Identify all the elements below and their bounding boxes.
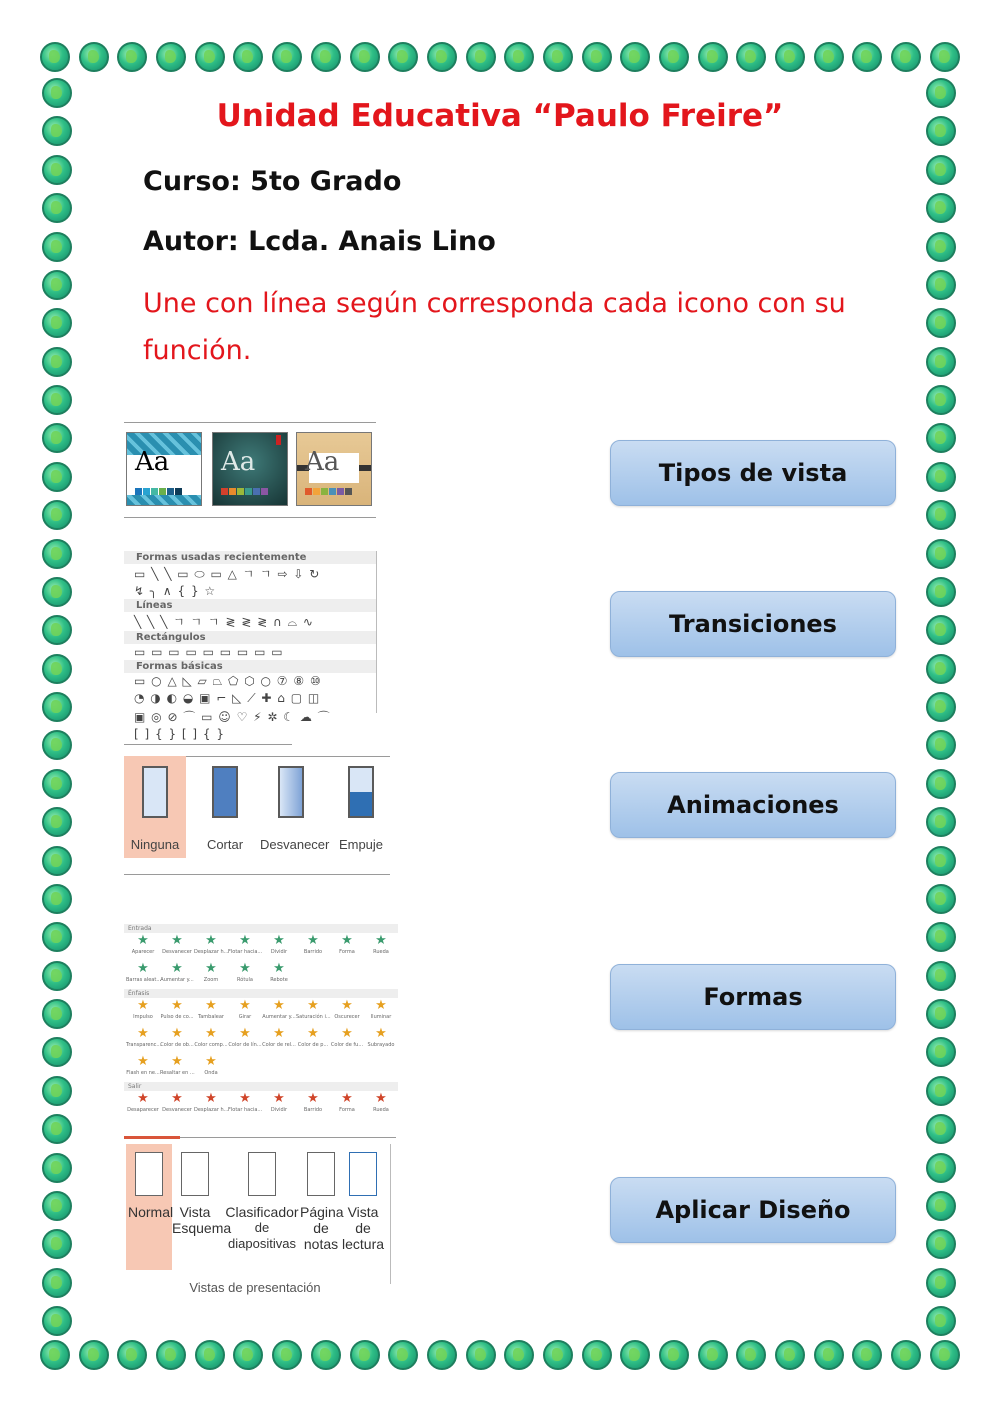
globe-icon bbox=[926, 615, 956, 645]
animation-effect[interactable] bbox=[330, 1091, 364, 1119]
globe-icon bbox=[926, 807, 956, 837]
globe-border-right bbox=[926, 78, 956, 1336]
globe-icon bbox=[582, 42, 612, 72]
star-icon: ★ bbox=[171, 1091, 183, 1106]
animation-effect[interactable] bbox=[262, 961, 296, 989]
animation-effect[interactable] bbox=[194, 1054, 228, 1082]
animation-label: Dividir bbox=[270, 1107, 288, 1113]
option-animations[interactable]: Animaciones bbox=[610, 772, 896, 838]
star-icon: ★ bbox=[273, 1091, 285, 1106]
globe-icon bbox=[42, 270, 72, 300]
globe-icon bbox=[427, 42, 457, 72]
globe-icon bbox=[926, 769, 956, 799]
animation-effect[interactable] bbox=[126, 961, 160, 989]
globe-icon bbox=[117, 1340, 147, 1370]
globe-icon bbox=[42, 1229, 72, 1259]
globe-icon bbox=[814, 42, 844, 72]
globe-icon bbox=[926, 884, 956, 914]
globe-icon bbox=[926, 155, 956, 185]
globe-icon bbox=[698, 42, 728, 72]
star-icon: ★ bbox=[239, 933, 251, 948]
globe-icon bbox=[926, 577, 956, 607]
globe-icon bbox=[926, 654, 956, 684]
animation-label: Barrido bbox=[303, 1107, 323, 1113]
globe-icon bbox=[42, 846, 72, 876]
view-slide-sorter[interactable] bbox=[220, 1146, 304, 1252]
globe-icon bbox=[42, 615, 72, 645]
globe-icon bbox=[42, 500, 72, 530]
globe-icon bbox=[42, 385, 72, 415]
globe-icon bbox=[42, 347, 72, 377]
view-outline[interactable] bbox=[172, 1146, 232, 1236]
animation-label: Desvanecer bbox=[162, 1107, 192, 1113]
animation-label: Saturación i... bbox=[296, 1014, 331, 1020]
animation-label: Flotar hacia... bbox=[228, 1107, 263, 1113]
globe-icon bbox=[42, 1037, 72, 1067]
animation-label: Rueda bbox=[373, 1107, 389, 1113]
globe-icon bbox=[543, 1340, 573, 1370]
theme-thumb bbox=[126, 432, 202, 506]
animation-effect[interactable] bbox=[364, 933, 398, 961]
globe-icon bbox=[926, 423, 956, 453]
animation-effect[interactable] bbox=[160, 933, 194, 961]
star-icon: ★ bbox=[375, 1026, 387, 1041]
view-reading[interactable] bbox=[342, 1146, 384, 1252]
globe-icon bbox=[926, 385, 956, 415]
globe-icon bbox=[466, 42, 496, 72]
star-icon: ★ bbox=[375, 1091, 387, 1106]
animation-effect[interactable] bbox=[364, 1026, 398, 1054]
theme-aa-label: Aa bbox=[135, 447, 170, 477]
views-group-label: Vistas de presentación bbox=[189, 1280, 321, 1295]
animation-effect[interactable] bbox=[228, 1091, 262, 1119]
transition-label: Desvanecer bbox=[260, 837, 330, 852]
animation-label: Rebote bbox=[270, 977, 288, 983]
globe-icon bbox=[582, 1340, 612, 1370]
animation-label: Pulso de co... bbox=[160, 1014, 194, 1020]
globe-icon bbox=[42, 232, 72, 262]
shapes-section-lines: Líneas bbox=[124, 599, 376, 612]
view-normal[interactable] bbox=[128, 1146, 174, 1220]
animation-label: Aumentar y... bbox=[160, 977, 194, 983]
globe-border-bottom bbox=[40, 1340, 960, 1370]
animation-label: Color de p... bbox=[297, 1042, 329, 1048]
shapes-row: ▭ ▭ ▭ ▭ ▭ ▭ ▭ ▭ ▭ bbox=[134, 645, 284, 659]
globe-icon bbox=[926, 1114, 956, 1144]
shapes-row: ▭ ○ △ ◺ ▱ ⏢ ⬠ ⬡ ○ ⑦ ⑧ ⑩ bbox=[134, 674, 322, 688]
star-icon: ★ bbox=[239, 1026, 251, 1041]
globe-icon bbox=[926, 347, 956, 377]
globe-icon bbox=[311, 42, 341, 72]
option-shapes[interactable]: Formas bbox=[610, 964, 896, 1030]
globe-icon bbox=[42, 654, 72, 684]
animation-label: Zoom bbox=[203, 977, 219, 983]
animation-effect[interactable] bbox=[126, 933, 160, 961]
instruction-text: Une con línea según corresponda cada icono con su función. bbox=[143, 288, 846, 366]
globe-icon bbox=[926, 922, 956, 952]
globe-icon bbox=[698, 1340, 728, 1370]
animation-label: Color de ob... bbox=[160, 1042, 194, 1048]
star-icon: ★ bbox=[239, 1091, 251, 1106]
globe-icon bbox=[926, 1076, 956, 1106]
globe-icon bbox=[79, 42, 109, 72]
globe-icon bbox=[272, 1340, 302, 1370]
globe-border-left bbox=[42, 78, 72, 1336]
shapes-section-basic: Formas básicas bbox=[124, 660, 376, 673]
animations-section-entry: Entrada bbox=[124, 924, 398, 933]
view-label: Clasificador bbox=[225, 1204, 299, 1220]
presentation-views-image[interactable] bbox=[124, 1136, 396, 1296]
globe-icon bbox=[42, 730, 72, 760]
globe-icon bbox=[736, 1340, 766, 1370]
star-icon: ★ bbox=[239, 998, 251, 1013]
option-view-types[interactable]: Tipos de vista bbox=[610, 440, 896, 506]
globe-icon bbox=[926, 462, 956, 492]
animation-effect[interactable] bbox=[330, 998, 364, 1026]
animation-effect[interactable] bbox=[194, 998, 228, 1026]
star-icon: ★ bbox=[341, 1026, 353, 1041]
star-icon: ★ bbox=[273, 998, 285, 1013]
animation-effect[interactable] bbox=[262, 933, 296, 961]
globe-icon bbox=[926, 1191, 956, 1221]
animation-label: Flotar hacia... bbox=[228, 949, 263, 955]
globe-icon bbox=[311, 1340, 341, 1370]
animation-label: Forma bbox=[339, 949, 355, 955]
animation-effect[interactable] bbox=[160, 1054, 194, 1082]
animation-label: Color de fu... bbox=[330, 1042, 364, 1048]
globe-icon bbox=[42, 193, 72, 223]
animation-effect[interactable] bbox=[126, 1026, 160, 1054]
transition-fade[interactable] bbox=[260, 756, 330, 858]
globe-icon bbox=[504, 1340, 534, 1370]
view-label: lectura bbox=[342, 1236, 385, 1252]
globe-icon bbox=[620, 42, 650, 72]
animation-effect[interactable] bbox=[364, 998, 398, 1026]
animation-effect[interactable] bbox=[194, 933, 228, 961]
animation-label: Color de lín... bbox=[228, 1042, 262, 1048]
star-icon: ★ bbox=[205, 961, 217, 976]
star-icon: ★ bbox=[273, 1026, 285, 1041]
animation-effect[interactable] bbox=[160, 998, 194, 1026]
shapes-row: ╲ ╲ ╲ ㄱ ㄱ ㄱ ≷ ≷ ≷ ∩ ⌓ ∿ bbox=[134, 615, 314, 629]
transition-cut[interactable] bbox=[194, 756, 256, 858]
animation-effect[interactable] bbox=[330, 933, 364, 961]
animations-section-emphasis: Énfasis bbox=[124, 989, 398, 998]
animation-effect[interactable] bbox=[194, 1091, 228, 1119]
animation-label: Color de rel... bbox=[262, 1042, 296, 1048]
transition-label: Ninguna bbox=[130, 837, 180, 852]
globe-icon bbox=[195, 42, 225, 72]
star-icon: ★ bbox=[307, 998, 319, 1013]
globe-icon bbox=[736, 42, 766, 72]
globe-icon bbox=[926, 961, 956, 991]
globe-icon bbox=[926, 1229, 956, 1259]
animation-effect[interactable] bbox=[194, 961, 228, 989]
star-icon: ★ bbox=[307, 1026, 319, 1041]
view-label: Vista de bbox=[347, 1204, 379, 1236]
globe-icon bbox=[40, 1340, 70, 1370]
globe-icon bbox=[117, 42, 147, 72]
theme-thumb bbox=[296, 432, 372, 506]
star-icon: ★ bbox=[171, 1054, 183, 1069]
star-icon: ★ bbox=[239, 961, 251, 976]
star-icon: ★ bbox=[137, 961, 149, 976]
animation-effect[interactable] bbox=[228, 961, 262, 989]
globe-icon bbox=[930, 1340, 960, 1370]
animation-label: Aparecer bbox=[131, 949, 155, 955]
animation-effect[interactable] bbox=[228, 1026, 262, 1054]
transition-push[interactable] bbox=[330, 756, 392, 858]
globe-icon bbox=[659, 1340, 689, 1370]
globe-icon bbox=[775, 42, 805, 72]
animation-label: Desvanecer bbox=[162, 949, 192, 955]
globe-icon bbox=[926, 1268, 956, 1298]
globe-icon bbox=[42, 539, 72, 569]
star-icon: ★ bbox=[375, 933, 387, 948]
globe-icon bbox=[926, 1037, 956, 1067]
animation-label: Dividir bbox=[270, 949, 288, 955]
globe-icon bbox=[388, 42, 418, 72]
globe-icon bbox=[926, 730, 956, 760]
animation-label: Onda bbox=[204, 1070, 218, 1076]
globe-icon bbox=[156, 1340, 186, 1370]
globe-icon bbox=[891, 1340, 921, 1370]
globe-icon bbox=[233, 1340, 263, 1370]
animations-section-exit: Salir bbox=[124, 1082, 398, 1091]
globe-icon bbox=[926, 539, 956, 569]
globe-icon bbox=[926, 270, 956, 300]
animation-label: Impulso bbox=[133, 1014, 153, 1020]
globe-icon bbox=[543, 42, 573, 72]
animation-effect[interactable] bbox=[160, 961, 194, 989]
star-icon: ★ bbox=[273, 961, 285, 976]
globe-icon bbox=[926, 692, 956, 722]
animation-label: Rótula bbox=[237, 977, 253, 983]
transition-label: Cortar bbox=[206, 837, 244, 852]
animation-effect[interactable] bbox=[126, 1054, 160, 1082]
animation-label: Resaltar en ... bbox=[160, 1070, 195, 1076]
globe-icon bbox=[42, 1076, 72, 1106]
globe-border-top bbox=[40, 42, 960, 72]
star-icon: ★ bbox=[205, 1026, 217, 1041]
globe-icon bbox=[42, 1306, 72, 1336]
globe-icon bbox=[42, 769, 72, 799]
globe-icon bbox=[852, 1340, 882, 1370]
animation-effect[interactable] bbox=[296, 933, 330, 961]
globe-icon bbox=[42, 577, 72, 607]
transition-none[interactable] bbox=[124, 756, 186, 858]
star-icon: ★ bbox=[205, 1091, 217, 1106]
view-label: Normal bbox=[128, 1204, 174, 1220]
animation-effect[interactable] bbox=[364, 1091, 398, 1119]
animation-effect[interactable] bbox=[296, 1091, 330, 1119]
animation-effect[interactable] bbox=[228, 933, 262, 961]
star-icon: ★ bbox=[205, 1054, 217, 1069]
animation-label: Forma bbox=[339, 1107, 355, 1113]
animation-effect[interactable] bbox=[262, 998, 296, 1026]
shapes-row: ◔ ◑ ◐ ◒ ▣ ⌐ ◺ ⟋ ✚ ⌂ ▢ ◫ bbox=[134, 691, 321, 705]
transitions-gallery-image[interactable] bbox=[124, 742, 390, 876]
globe-icon bbox=[42, 155, 72, 185]
star-icon: ★ bbox=[375, 998, 387, 1013]
star-icon: ★ bbox=[137, 1054, 149, 1069]
animation-label: Desaparecer bbox=[127, 1107, 159, 1113]
star-icon: ★ bbox=[137, 933, 149, 948]
star-icon: ★ bbox=[341, 933, 353, 948]
globe-icon bbox=[926, 999, 956, 1029]
star-icon: ★ bbox=[137, 998, 149, 1013]
transition-label: Empuje bbox=[338, 837, 384, 852]
theme-aa-label: Aa bbox=[221, 447, 256, 477]
globe-icon bbox=[926, 1306, 956, 1336]
globe-icon bbox=[42, 423, 72, 453]
animation-label: Iluminar bbox=[370, 1014, 392, 1020]
globe-icon bbox=[350, 42, 380, 72]
globe-icon bbox=[42, 961, 72, 991]
animation-effect[interactable] bbox=[160, 1026, 194, 1054]
animations-gallery-image[interactable] bbox=[124, 924, 398, 1113]
globe-icon bbox=[926, 308, 956, 338]
star-icon: ★ bbox=[205, 933, 217, 948]
option-transitions[interactable]: Transiciones bbox=[610, 591, 896, 657]
star-icon: ★ bbox=[137, 1091, 149, 1106]
animation-label: Oscurecer bbox=[334, 1014, 360, 1020]
view-label: Vista bbox=[179, 1204, 211, 1220]
animation-effect[interactable] bbox=[126, 998, 160, 1026]
star-icon: ★ bbox=[171, 1026, 183, 1041]
globe-icon bbox=[926, 846, 956, 876]
view-label: Página bbox=[300, 1204, 344, 1220]
course-label: Curso: 5to Grado bbox=[143, 166, 402, 197]
animation-label: Aumentar y... bbox=[262, 1014, 296, 1020]
animation-effect[interactable] bbox=[330, 1026, 364, 1054]
globe-icon bbox=[42, 922, 72, 952]
shapes-row: [ ] { } [ ] { } bbox=[134, 727, 225, 741]
star-icon: ★ bbox=[307, 1091, 319, 1106]
animation-effect[interactable] bbox=[262, 1091, 296, 1119]
author-label: Autor: Lcda. Anais Lino bbox=[143, 226, 496, 257]
animation-effect[interactable] bbox=[296, 998, 330, 1026]
globe-icon bbox=[852, 42, 882, 72]
globe-icon bbox=[195, 1340, 225, 1370]
animation-effect[interactable] bbox=[126, 1091, 160, 1119]
globe-icon bbox=[42, 462, 72, 492]
globe-icon bbox=[388, 1340, 418, 1370]
globe-icon bbox=[930, 42, 960, 72]
star-icon: ★ bbox=[171, 933, 183, 948]
shapes-section-rectangles: Rectángulos bbox=[124, 631, 376, 644]
view-label: de notas bbox=[303, 1220, 339, 1252]
animation-label: Desplazar h... bbox=[194, 949, 229, 955]
shapes-row: ▣ ◎ ⊘ ⌒ ▭ ☺ ♡ ⚡ ✲ ☾ ☁ ⌒ bbox=[134, 710, 331, 724]
globe-icon bbox=[659, 42, 689, 72]
globe-icon bbox=[42, 308, 72, 338]
globe-icon bbox=[42, 1191, 72, 1221]
globe-icon bbox=[427, 1340, 457, 1370]
animation-label: Rueda bbox=[373, 949, 389, 955]
star-icon: ★ bbox=[273, 933, 285, 948]
globe-icon bbox=[620, 1340, 650, 1370]
page-title: Unidad Educativa “Paulo Freire” bbox=[216, 98, 784, 134]
globe-icon bbox=[926, 500, 956, 530]
animation-label: Color comp... bbox=[194, 1042, 228, 1048]
star-icon: ★ bbox=[341, 998, 353, 1013]
theme-aa-label: Aa bbox=[305, 447, 340, 477]
animation-label: Tambalear bbox=[198, 1014, 224, 1020]
globe-icon bbox=[42, 1153, 72, 1183]
animation-label: Barrido bbox=[303, 949, 323, 955]
globe-icon bbox=[926, 232, 956, 262]
globe-icon bbox=[350, 1340, 380, 1370]
globe-icon bbox=[42, 1114, 72, 1144]
globe-icon bbox=[40, 42, 70, 72]
animation-effect[interactable] bbox=[194, 1026, 228, 1054]
globe-icon bbox=[156, 42, 186, 72]
globe-icon bbox=[42, 884, 72, 914]
animation-label: Transparenc... bbox=[126, 1042, 162, 1048]
animation-effect[interactable] bbox=[160, 1091, 194, 1119]
shapes-section-recent: Formas usadas recientemente bbox=[124, 551, 376, 564]
animation-label: Girar bbox=[238, 1014, 252, 1020]
animation-label: Desplazar h... bbox=[194, 1107, 229, 1113]
shapes-row: ↯ ╮ ∧ { } ☆ bbox=[134, 584, 217, 598]
view-notes-page[interactable] bbox=[300, 1146, 342, 1252]
star-icon: ★ bbox=[171, 998, 183, 1013]
animation-effect[interactable] bbox=[228, 998, 262, 1026]
globe-icon bbox=[775, 1340, 805, 1370]
globe-icon bbox=[233, 42, 263, 72]
shapes-row: ▭ ╲ ╲ ▭ ⬭ ▭ △ ㄱ ㄱ ⇨ ⇩ ↻ bbox=[134, 567, 321, 581]
animation-label: Barras aleat... bbox=[126, 977, 162, 983]
design-themes-image[interactable] bbox=[124, 420, 376, 520]
star-icon: ★ bbox=[205, 998, 217, 1013]
globe-icon bbox=[79, 1340, 109, 1370]
globe-icon bbox=[42, 999, 72, 1029]
option-apply-design[interactable]: Aplicar Diseño bbox=[610, 1177, 896, 1243]
globe-icon bbox=[272, 42, 302, 72]
globe-icon bbox=[814, 1340, 844, 1370]
globe-icon bbox=[466, 1340, 496, 1370]
star-icon: ★ bbox=[341, 1091, 353, 1106]
animation-effect[interactable] bbox=[262, 1026, 296, 1054]
globe-icon bbox=[42, 1268, 72, 1298]
view-label: de diapositivas bbox=[228, 1220, 296, 1251]
globe-icon bbox=[926, 1153, 956, 1183]
star-icon: ★ bbox=[137, 1026, 149, 1041]
theme-thumb bbox=[212, 432, 288, 506]
animation-effect[interactable] bbox=[296, 1026, 330, 1054]
globe-icon bbox=[926, 193, 956, 223]
animation-label: Subrayado bbox=[367, 1042, 395, 1048]
star-icon: ★ bbox=[171, 961, 183, 976]
globe-icon bbox=[891, 42, 921, 72]
globe-icon bbox=[42, 692, 72, 722]
globe-icon bbox=[504, 42, 534, 72]
view-label: Esquema bbox=[172, 1220, 232, 1236]
globe-icon bbox=[42, 807, 72, 837]
star-icon: ★ bbox=[307, 933, 319, 948]
animation-label: Flash en ne... bbox=[126, 1070, 160, 1076]
shapes-gallery-image[interactable] bbox=[124, 551, 377, 741]
